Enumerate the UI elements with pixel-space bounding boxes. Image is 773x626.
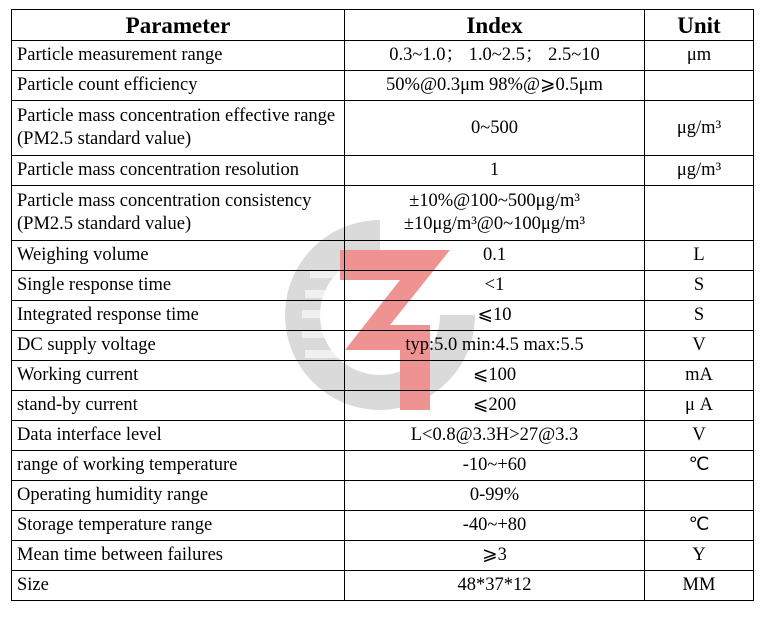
unit-cell: ℃ [645, 451, 754, 481]
unit-cell: S [645, 301, 754, 331]
index-cell: ⩽100 [345, 361, 645, 391]
index-cell: 1 [345, 156, 645, 186]
parameter-cell: Single response time [12, 271, 345, 301]
index-header: Index [345, 10, 645, 41]
table-row [12, 481, 754, 511]
table-row [12, 101, 754, 156]
index-cell [345, 186, 645, 241]
parameter-cell: Particle mass concentration effective range (PM2.5 standard value) [12, 101, 345, 156]
table-row [12, 271, 754, 301]
parameter-cell: Particle count efficiency [12, 71, 345, 101]
table-row [12, 361, 754, 391]
index-cell: ⩽200 [345, 391, 645, 421]
parameter-cell: range of working temperature [12, 451, 345, 481]
parameter-header: Parameter [12, 10, 345, 41]
unit-cell: V [645, 331, 754, 361]
parameter-cell: DC supply voltage [12, 331, 345, 361]
index-cell: typ:5.0 min:4.5 max:5.5 [345, 331, 645, 361]
unit-cell: L [645, 241, 754, 271]
table-row [12, 331, 754, 361]
table-row [12, 451, 754, 481]
index-cell: 0-99% [345, 481, 645, 511]
parameter-cell: Mean time between failures [12, 541, 345, 571]
table-row [12, 41, 754, 71]
table-row [12, 511, 754, 541]
index-cell: <1 [345, 271, 645, 301]
parameter-cell: Integrated response time [12, 301, 345, 331]
unit-cell: mA [645, 361, 754, 391]
unit-cell: V [645, 421, 754, 451]
table-row [12, 71, 754, 101]
index-cell: -40~+80 [345, 511, 645, 541]
index-line-2: ±10μg/m³@0~100μg/m³ [403, 214, 586, 234]
specification-table [11, 9, 754, 601]
unit-cell: μm [645, 41, 754, 71]
unit-header: Unit [645, 10, 754, 41]
table-row [12, 571, 754, 601]
table-row [12, 156, 754, 186]
parameter-cell: Operating humidity range [12, 481, 345, 511]
table-row [12, 241, 754, 271]
unit-cell: Y [645, 541, 754, 571]
parameter-cell: Particle measurement range [12, 41, 345, 71]
unit-cell: S [645, 271, 754, 301]
unit-cell: MM [645, 571, 754, 601]
unit-cell: ℃ [645, 511, 754, 541]
unit-cell: μg/m³ [645, 156, 754, 186]
unit-cell [645, 481, 754, 511]
index-cell: 0.1 [345, 241, 645, 271]
parameter-cell: Data interface level [12, 421, 345, 451]
index-cell: -10~+60 [345, 451, 645, 481]
index-cell: 48*37*12 [345, 571, 645, 601]
index-line-1: ±10%@100~500μg/m³ [409, 191, 580, 211]
index-cell: 0~500 [345, 101, 645, 156]
table-row [12, 186, 754, 241]
index-cell: 50%@0.3μm 98%@⩾0.5μm [345, 71, 645, 101]
unit-cell: μg/m³ [645, 101, 754, 156]
parameter-cell: Size [12, 571, 345, 601]
parameter-cell: Particle mass concentration consistency (PM2.5 standard value) [12, 186, 345, 241]
table-row [12, 301, 754, 331]
index-cell: L<0.8@3.3H>27@3.3 [345, 421, 645, 451]
index-cell: ⩽10 [345, 301, 645, 331]
parameter-cell: Working current [12, 361, 345, 391]
table-row [12, 421, 754, 451]
unit-cell: μ A [645, 391, 754, 421]
header-row [12, 10, 754, 41]
parameter-cell: Weighing volume [12, 241, 345, 271]
parameter-cell: Particle mass concentration resolution [12, 156, 345, 186]
unit-cell [645, 186, 754, 241]
table-row [12, 391, 754, 421]
parameter-cell: stand-by current [12, 391, 345, 421]
index-cell: 0.3~1.0； 1.0~2.5； 2.5~10 [345, 41, 645, 71]
unit-cell [645, 71, 754, 101]
index-cell: ⩾3 [345, 541, 645, 571]
table-row [12, 541, 754, 571]
parameter-cell: Storage temperature range [12, 511, 345, 541]
